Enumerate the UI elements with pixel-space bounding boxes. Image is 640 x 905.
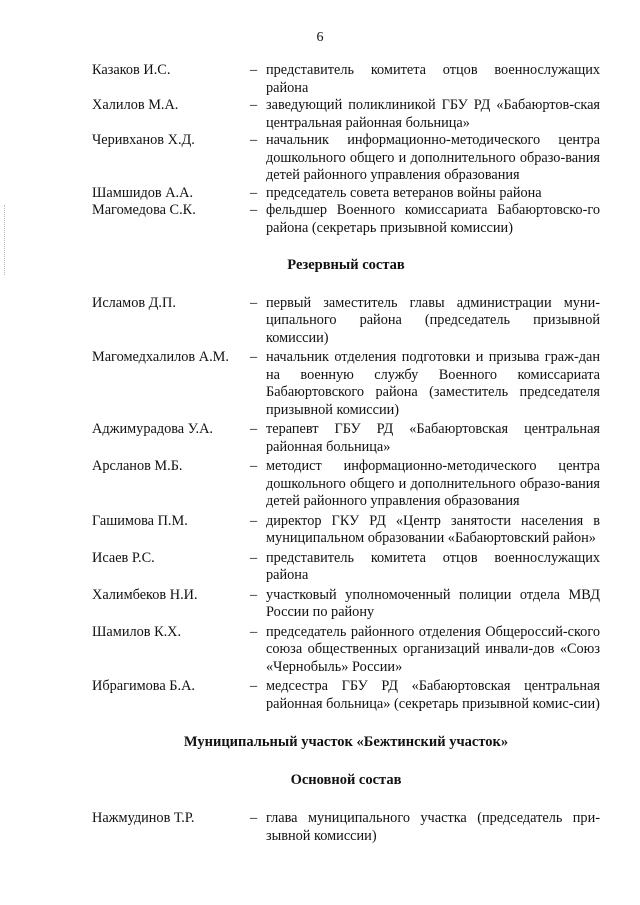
member-position: представитель комитета отцов военнослужащих района — [266, 549, 600, 583]
member-position: методист информационно-методического центра дошкольного общего и дополнительного образо-вания детей районного управления образования — [266, 458, 600, 509]
member-name: Аджимурадова У.А. — [92, 421, 213, 437]
member-row — [92, 185, 600, 203]
dash: – — [250, 623, 258, 640]
main-members-list — [92, 62, 600, 237]
dash: – — [250, 458, 258, 474]
dash: – — [250, 512, 258, 529]
dash: – — [250, 202, 258, 218]
member-name: Казаков И.С. — [92, 62, 171, 78]
page-number: 6 — [316, 30, 324, 45]
member-position: фельдшер Военного комиссариата Бабаюртовско-го района (секретарь призывной комиссии) — [266, 202, 600, 236]
district-members-list — [92, 810, 600, 845]
member-position: терапевт ГБУ РД «Бабаюртовская центральная районная больница» — [266, 421, 600, 455]
member-row — [92, 62, 600, 97]
dash: – — [250, 421, 258, 437]
dash: – — [250, 678, 258, 694]
reserve-section-title: Резервный состав — [287, 257, 405, 273]
member-position: начальник информационно-методического центра дошкольного общего и дополнительного образо-вания детей районного управления образования — [266, 132, 600, 183]
member-row — [92, 349, 600, 419]
margin-marks — [4, 205, 7, 275]
reserve-members-list — [92, 295, 600, 714]
member-name: Магомедхалилов А.М. — [92, 349, 229, 365]
dash: – — [250, 586, 258, 603]
member-position: заведующий поликлиникой ГБУ РД «Бабаюртов-ская центральная районная больница» — [266, 97, 600, 131]
member-name: Нажмудинов Т.Р. — [92, 810, 195, 826]
member-position: представитель комитета отцов военнослужащих района — [266, 62, 600, 96]
dash: – — [250, 810, 258, 826]
member-row — [92, 202, 600, 237]
member-row — [92, 132, 600, 185]
member-row — [92, 421, 600, 456]
member-position: начальник отделения подготовки и призыва граж-дан на военную службу Военного комиссариата Бабаюртовского района (заместитель председателя призывной комиссии) — [266, 349, 600, 418]
member-name: Арсланов М.Б. — [92, 458, 183, 474]
member-row — [92, 624, 600, 677]
dash: – — [250, 62, 258, 78]
member-name: Халилов М.А. — [92, 97, 179, 113]
member-name: Черивханов Х.Д. — [92, 132, 195, 148]
member-row — [92, 678, 600, 713]
member-name: Магомедова С.К. — [92, 202, 196, 218]
main-section-title: Основной состав — [290, 771, 402, 788]
member-row — [92, 513, 600, 548]
dash: – — [250, 184, 258, 201]
dash: – — [250, 549, 258, 566]
member-row — [92, 458, 600, 511]
member-name: Исламов Д.П. — [92, 294, 176, 311]
member-position: председатель совета ветеранов войны района — [266, 184, 542, 201]
member-name: Шамилов К.Х. — [92, 623, 182, 640]
district-section-title: Муниципальный участок «Бежтинский участок» — [183, 734, 509, 750]
member-position: первый заместитель главы администрации муни-ципального района (председатель призывной комиссии) — [266, 294, 600, 346]
member-row — [92, 550, 600, 585]
dash: – — [250, 294, 258, 311]
member-name: Ибрагимова Б.А. — [92, 678, 195, 694]
member-row — [92, 810, 600, 845]
member-position: глава муниципального участка (председатель при-зывной комиссии) — [266, 810, 600, 844]
member-name: Шамшидов А.А. — [92, 184, 194, 201]
member-position: директор ГКУ РД «Центр занятости населения в муниципальном образовании «Бабаюртовский район» — [266, 512, 600, 546]
member-position: медсестра ГБУ РД «Бабаюртовская центральная районная больница» (секретарь призывной комис-сии) — [266, 678, 600, 712]
member-row — [92, 295, 600, 348]
dash: – — [250, 132, 258, 148]
member-name: Исаев Р.С. — [92, 549, 155, 566]
member-name: Халимбеков Н.И. — [92, 586, 198, 603]
document-body — [92, 62, 600, 845]
dash: – — [250, 349, 258, 365]
member-position: председатель районного отделения Общероссий-ского союза общественных организаций инвали-дов «Союз «Чернобыль» России» — [266, 623, 600, 675]
dash: – — [250, 97, 258, 113]
member-row — [92, 97, 600, 132]
member-name: Гашимова П.М. — [92, 512, 188, 529]
member-row — [92, 587, 600, 622]
member-position: участковый уполномоченный полиции отдела МВД России по району — [266, 586, 600, 620]
